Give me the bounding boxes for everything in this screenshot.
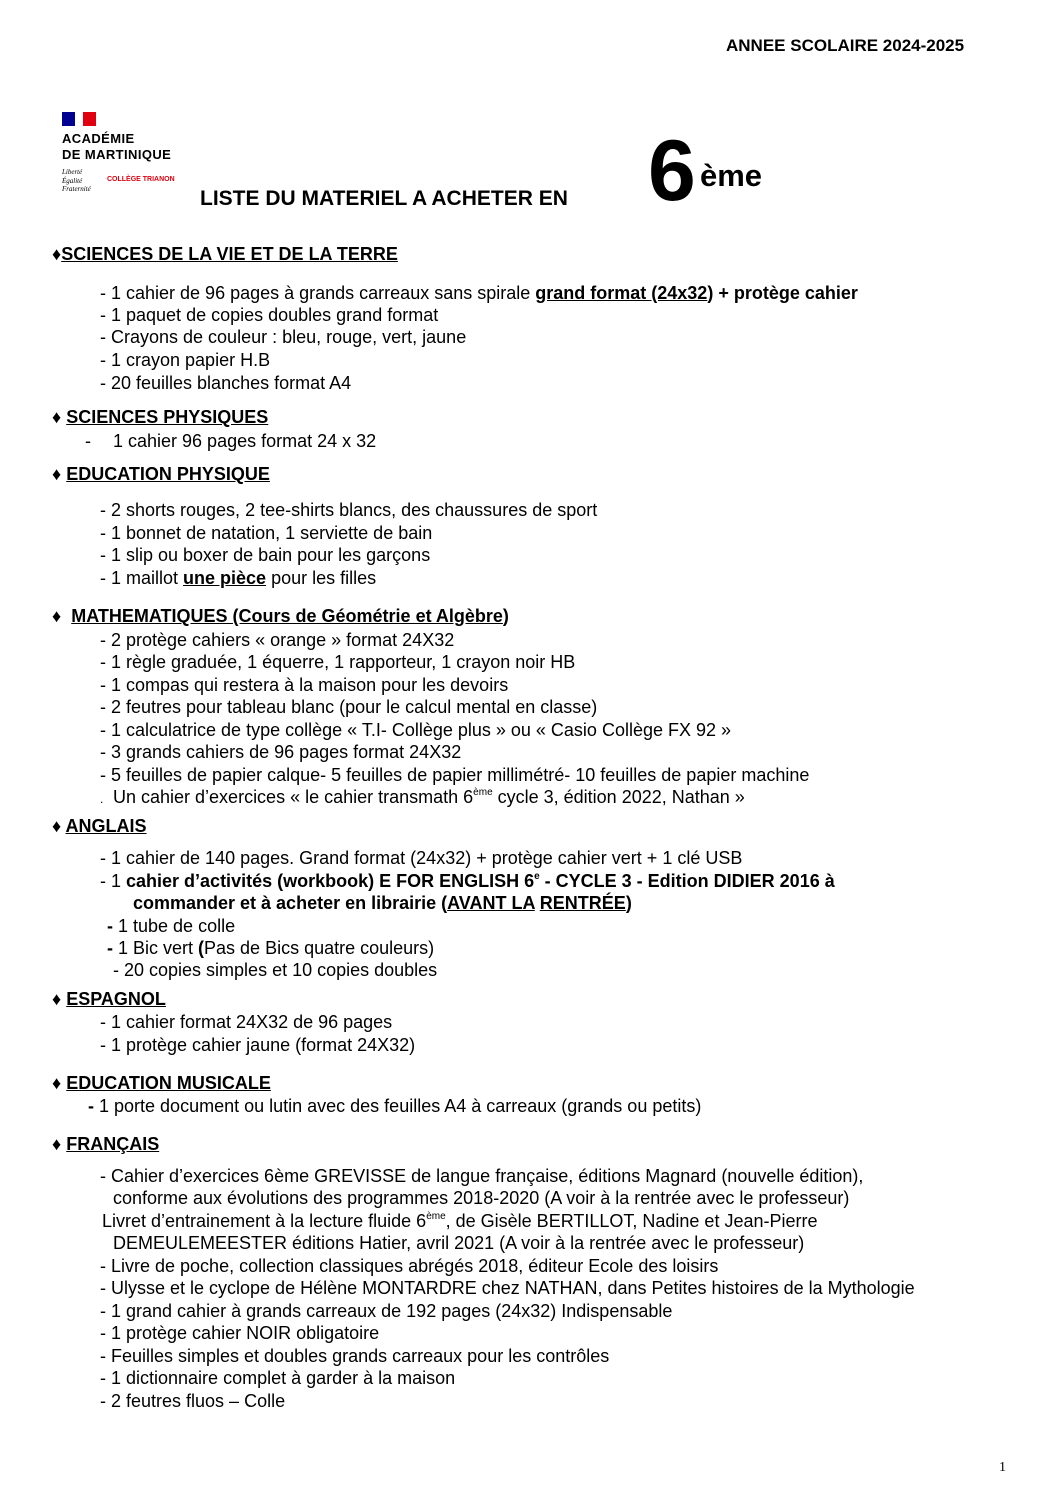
page-title: LISTE DU MATERIEL A ACHETER EN — [200, 187, 568, 210]
list-item-continued: commander et à acheter en librairie (AVANT LA RENTRÉE) — [133, 893, 632, 913]
page-number: 1 — [999, 1460, 1006, 1475]
list-item: - 1 paquet de copies doubles grand format — [100, 305, 439, 325]
list-item: - 20 feuilles blanches format A4 — [100, 373, 352, 393]
section-heading-physique: ♦ SCIENCES PHYSIQUES — [52, 407, 269, 427]
logo-line-2: DE MARTINIQUE — [62, 147, 172, 162]
section-heading-eps: ♦ EDUCATION PHYSIQUE — [52, 464, 270, 484]
list-item: - 2 feutres pour tableau blanc (pour le calcul mental en classe) — [100, 697, 598, 717]
list-item: - 1 cahier de 96 pages à grands carreaux sans spirale grand format (24x32) + protège cahier — [100, 283, 858, 303]
list-item: - 1 Bic vert (Pas de Bics quatre couleurs) — [107, 938, 435, 958]
logo-motto: Liberté Égalité Fraternité — [62, 168, 91, 193]
college-name: COLLÈGE TRIANON — [107, 176, 175, 183]
academy-logo — [62, 112, 202, 198]
section-heading-svt: ♦SCIENCES DE LA VIE ET DE LA TERRE — [52, 244, 398, 264]
list-item: - 1 compas qui restera à la maison pour les devoirs — [100, 675, 509, 695]
list-item: - 1 cahier d’activités (workbook) E FOR ENGLISH 6e - CYCLE 3 - Edition DIDIER 2016 à — [100, 871, 835, 891]
list-item: - 1 porte document ou lutin avec des feuilles A4 à carreaux (grands ou petits) — [88, 1096, 702, 1116]
grade-suffix: ème — [700, 158, 763, 193]
section-heading-espagnol: ♦ ESPAGNOL — [52, 989, 166, 1009]
section-heading-anglais: ♦ ANGLAIS — [52, 816, 147, 836]
list-item: - 1 grand cahier à grands carreaux de 192 pages (24x32) Indispensable — [100, 1301, 673, 1321]
list-item: 1 cahier 96 pages format 24 x 32 — [113, 431, 377, 451]
list-item: - 2 protège cahiers « orange » format 24X32 — [100, 630, 455, 650]
list-item: - 2 feutres fluos – Colle — [100, 1391, 286, 1411]
list-item: - 1 protège cahier NOIR obligatoire — [100, 1323, 380, 1343]
list-item: - 1 slip ou boxer de bain pour les garçons — [100, 545, 431, 565]
list-item: - 1 maillot une pièce pour les filles — [100, 568, 377, 588]
list-item: Livret d’entrainement à la lecture fluide 6ème, de Gisèle BERTILLOT, Nadine et Jean-Pierre — [102, 1211, 818, 1231]
logo-line-1: ACADÉMIE — [62, 131, 135, 146]
list-item: - 1 règle graduée, 1 équerre, 1 rapporteur, 1 crayon noir HB — [100, 652, 576, 672]
section-heading-francais: ♦ FRANÇAIS — [52, 1134, 160, 1154]
section-heading-maths: ♦ MATHEMATIQUES (Cours de Géométrie et Algèbre) — [52, 606, 509, 626]
list-item: - 1 cahier de 140 pages. Grand format (24x32) + protège cahier vert + 1 clé USB — [100, 848, 743, 868]
list-item: - 1 crayon papier H.B — [100, 350, 271, 370]
list-item: - 5 feuilles de papier calque- 5 feuilles de papier millimétré- 10 feuilles de papier machine — [100, 765, 810, 785]
list-item: - Ulysse et le cyclope de Hélène MONTARDRE chez NATHAN, dans Petites histoires de la Mythologie — [100, 1278, 915, 1298]
list-item: - Crayons de couleur : bleu, rouge, vert, jaune — [100, 327, 467, 347]
list-item-dot: . — [100, 792, 104, 806]
list-item-dash: - — [85, 431, 91, 451]
list-item: - 1 calculatrice de type collège « T.I- Collège plus » ou « Casio Collège FX 92 » — [100, 720, 732, 740]
list-item: - 1 protège cahier jaune (format 24X32) — [100, 1035, 416, 1055]
list-item: - 1 cahier format 24X32 de 96 pages — [100, 1012, 393, 1032]
grade-number: 6 — [648, 123, 696, 219]
list-item: - 1 dictionnaire complet à garder à la maison — [100, 1368, 456, 1388]
list-item-continued: DEMEULEMEESTER éditions Hatier, avril 2021 (A voir à la rentrée avec le professeur) — [113, 1233, 805, 1253]
list-item: Un cahier d’exercices « le cahier transmath 6ème cycle 3, édition 2022, Nathan » — [113, 787, 745, 807]
list-item: - Livre de poche, collection classiques abrégés 2018, éditeur Ecole des loisirs — [100, 1256, 719, 1276]
section-heading-musique: ♦ EDUCATION MUSICALE — [52, 1073, 271, 1093]
list-item: - 3 grands cahiers de 96 pages format 24X32 — [100, 742, 462, 762]
list-item: - 2 shorts rouges, 2 tee-shirts blancs, des chaussures de sport — [100, 500, 598, 520]
list-item: - 1 tube de colle — [107, 916, 236, 936]
list-item: - Cahier d’exercices 6ème GREVISSE de langue française, éditions Magnard (nouvelle édition), — [100, 1166, 864, 1186]
list-item: - 1 bonnet de natation, 1 serviette de bain — [100, 523, 433, 543]
school-year: ANNEE SCOLAIRE 2024-2025 — [726, 36, 965, 55]
list-item-continued: conforme aux évolutions des programmes 2018-2020 (A voir à la rentrée avec le professeur) — [113, 1188, 850, 1208]
list-item: - Feuilles simples et doubles grands carreaux pour les contrôles — [100, 1346, 610, 1366]
french-flag-icon — [62, 112, 96, 126]
list-item: - 20 copies simples et 10 copies doubles — [113, 960, 438, 980]
